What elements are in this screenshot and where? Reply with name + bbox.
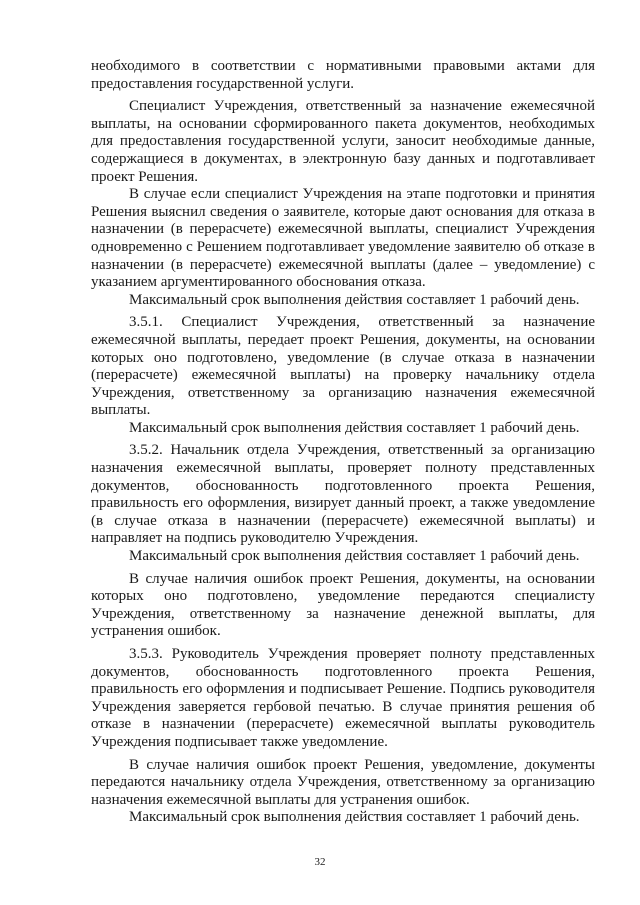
paragraph: Максимальный срок выполнения действия составляет 1 рабочий день.: [129, 291, 580, 308]
paragraph: 3.5.1. Специалист Учреждения, ответственный за назначение ежемесячной выплаты, передает проект Решения, документы, на основании которых оно подготовлено, уведомление (в случае отказа в назначении (перерасчете) ежемесячной выплаты) на проверку начальнику отдела Учреждения, ответственному за организацию назначения ежемесячной выплаты.: [91, 314, 595, 419]
paragraph: Максимальный срок выполнения действия составляет 1 рабочий день.: [129, 548, 580, 565]
document-body: [91, 58, 595, 827]
paragraph: В случае если специалист Учреждения на этапе подготовки и принятия Решения выяснил сведения о заявителе, которые дают основания для отказа в назначении (в перерасчете) ежемесячной выплаты, специалист Учреждения одновременно с Решением подготавливает уведомление заявителю об отказе в назначении (в перерасчете) ежемесячной выплаты (далее – уведомление) с указанием аргументированного обоснования отказа.: [91, 186, 595, 291]
paragraph: 3.5.3. Руководитель Учреждения проверяет полноту представленных документов, обоснованность подготовленного проекта Решения, правильность его оформления и подписывает Решение. Подпись руководителя Учреждения заверяется гербовой печатью. В случае принятия решения об отказе в назначении (перерасчете) ежемесячной выплаты руководитель Учреждения подписывает также уведомление.: [91, 646, 595, 750]
paragraph: Специалист Учреждения, ответственный за назначение ежемесячной выплаты, на основании сформированного пакета документов, необходимых для предоставления государственной услуги, заносит необходимые данные, содержащиеся в документах, в электронную базу данных и подготавливает проект Решения.: [91, 98, 595, 185]
paragraph: необходимого в соответствии с нормативными правовыми актами для предоставления государственной услуги.: [91, 58, 595, 92]
page-number: 32: [314, 856, 326, 868]
paragraph: 3.5.2. Начальник отдела Учреждения, ответственный за организацию назначения ежемесячной выплаты, проверяет полноту представленных документов, обоснованность подготовленного проекта Решения, правильность его оформления, визирует данный проект, а также уведомление (в случае отказа в назначении (перерасчете) ежемесячной выплаты) и направляет на подпись руководителю Учреждения.: [91, 442, 595, 547]
paragraph: В случае наличия ошибок проект Решения, уведомление, документы передаются начальнику отдела Учреждения, ответственному за организацию назначения ежемесячной выплаты для устранения ошибок.: [91, 756, 595, 808]
paragraph: В случае наличия ошибок проект Решения, документы, на основании которых оно подготовлено, уведомление передаются специалисту Учреждения, ответственному за назначение денежной выплаты, для устранения ошибок.: [91, 570, 595, 640]
paragraph: Максимальный срок выполнения действия составляет 1 рабочий день.: [129, 419, 580, 436]
paragraph: Максимальный срок выполнения действия составляет 1 рабочий день.: [129, 809, 580, 826]
